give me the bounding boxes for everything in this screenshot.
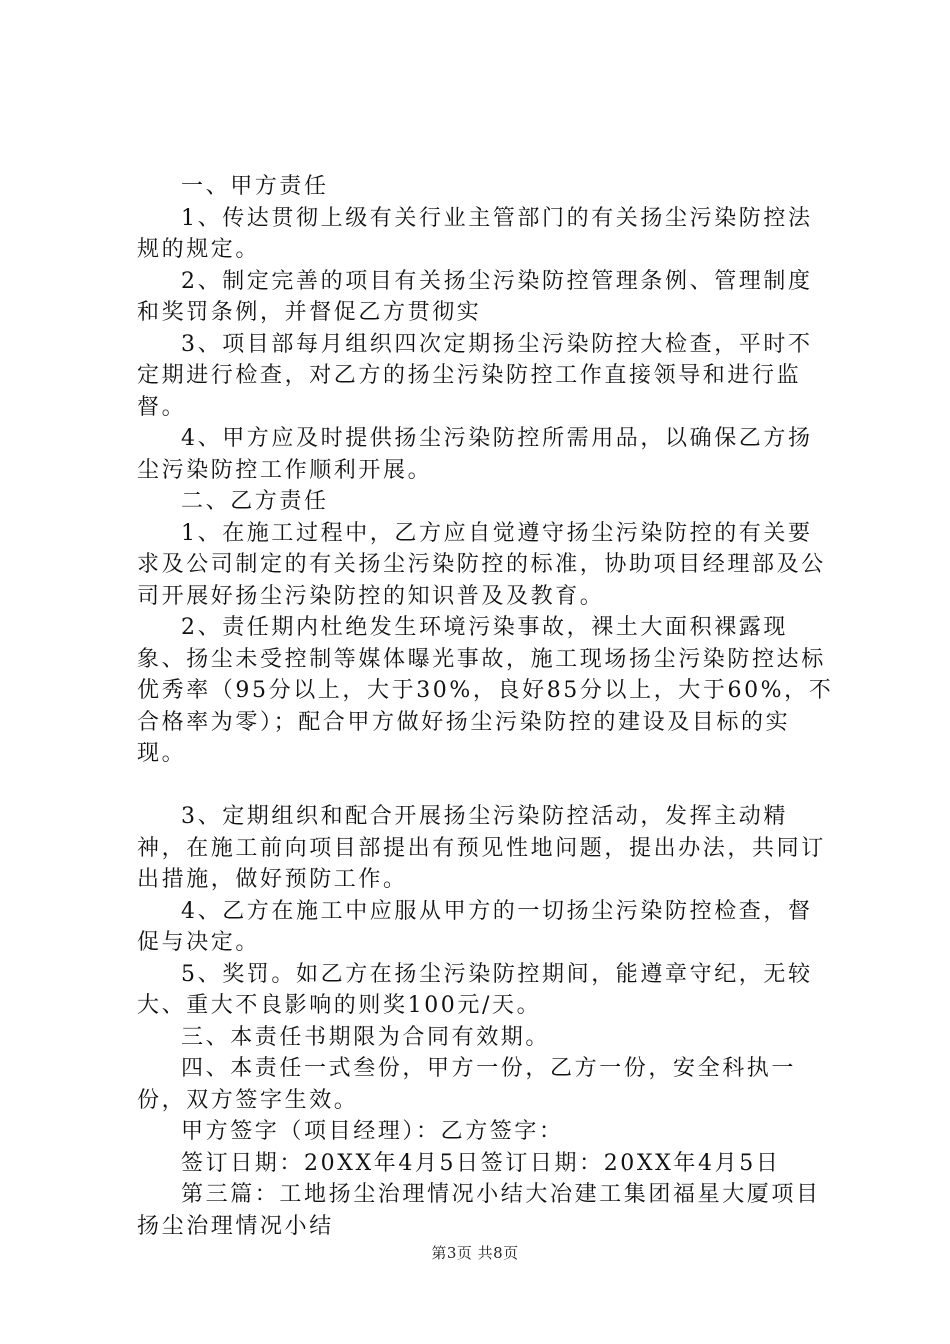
- section-heading-party-b: 二、乙方责任: [181, 489, 329, 514]
- paragraph-a3: 3、项目部每月组织四次定期扬尘污染防控大检查，平时不定期进行检查，对乙方的扬尘污染防控工作直接领导和进行监督。: [137, 331, 813, 420]
- paragraph-a2: 2、制定完善的项目有关扬尘污染防控管理条例、管理制度和奖罚条例，并督促乙方贯彻实: [137, 268, 813, 325]
- paragraph-b1: 1、在施工过程中，乙方应自觉遵守扬尘污染防控的有关要求及公司制定的有关扬尘污染防控的标准，协助项目经理部及公司开展好扬尘污染防控的知识普及及教育。: [137, 520, 826, 609]
- section-heading-party-a: 一、甲方责任: [181, 174, 329, 199]
- paragraph-b4: 4、乙方在施工中应服从甲方的一切扬尘污染防控检查，督促与决定。: [137, 898, 813, 955]
- paragraph-b2: 2、责任期内杜绝发生环境污染事故，裸土大面积裸露现象、扬尘未受控制等媒体曝光事故，施工现场扬尘污染防控达标优秀率（95分以上，大于30%，良好85分以上，大于60%，不合格率为零）；配合甲方做好扬尘污染防控的建设及目标的实现。: [137, 615, 834, 766]
- paragraph-a4: 4、甲方应及时提供扬尘污染防控所需用品，以确保乙方扬尘污染防控工作顺利开展。: [137, 426, 813, 483]
- chapter-title: 第三篇：工地扬尘治理情况小结大冶建工集团福星大厦项目扬尘治理情况小结: [137, 1182, 821, 1239]
- document-body: [137, 171, 837, 1242]
- paragraph-b5: 5、奖罚。如乙方在扬尘污染防控期间，能遵章守纪，无较大、重大不良影响的则奖100元/天。: [137, 961, 813, 1018]
- paragraph-a1: 1、传达贯彻上级有关行业主管部门的有关扬尘污染防控法规的规定。: [137, 205, 813, 262]
- page-footer: 第3页 共8页: [431, 1244, 519, 1262]
- paragraph-term: 三、本责任书期限为合同有效期。: [181, 1024, 551, 1050]
- blank-line: [137, 770, 837, 802]
- paragraph-b3: 3、定期组织和配合开展扬尘污染防控活动，发挥主动精神，在施工前向项目部提出有预见性地问题，提出办法，共同订出措施，做好预防工作。: [137, 804, 826, 892]
- paragraph-copies: 四、本责任一式叁份，甲方一份，乙方一份，安全科执一份，双方签字生效。: [137, 1056, 797, 1113]
- signature-line: 甲方签字（项目经理）：乙方签字：: [181, 1119, 564, 1144]
- date-line: 签订日期：20XX年4月5日签订日期：20XX年4月5日: [181, 1150, 781, 1176]
